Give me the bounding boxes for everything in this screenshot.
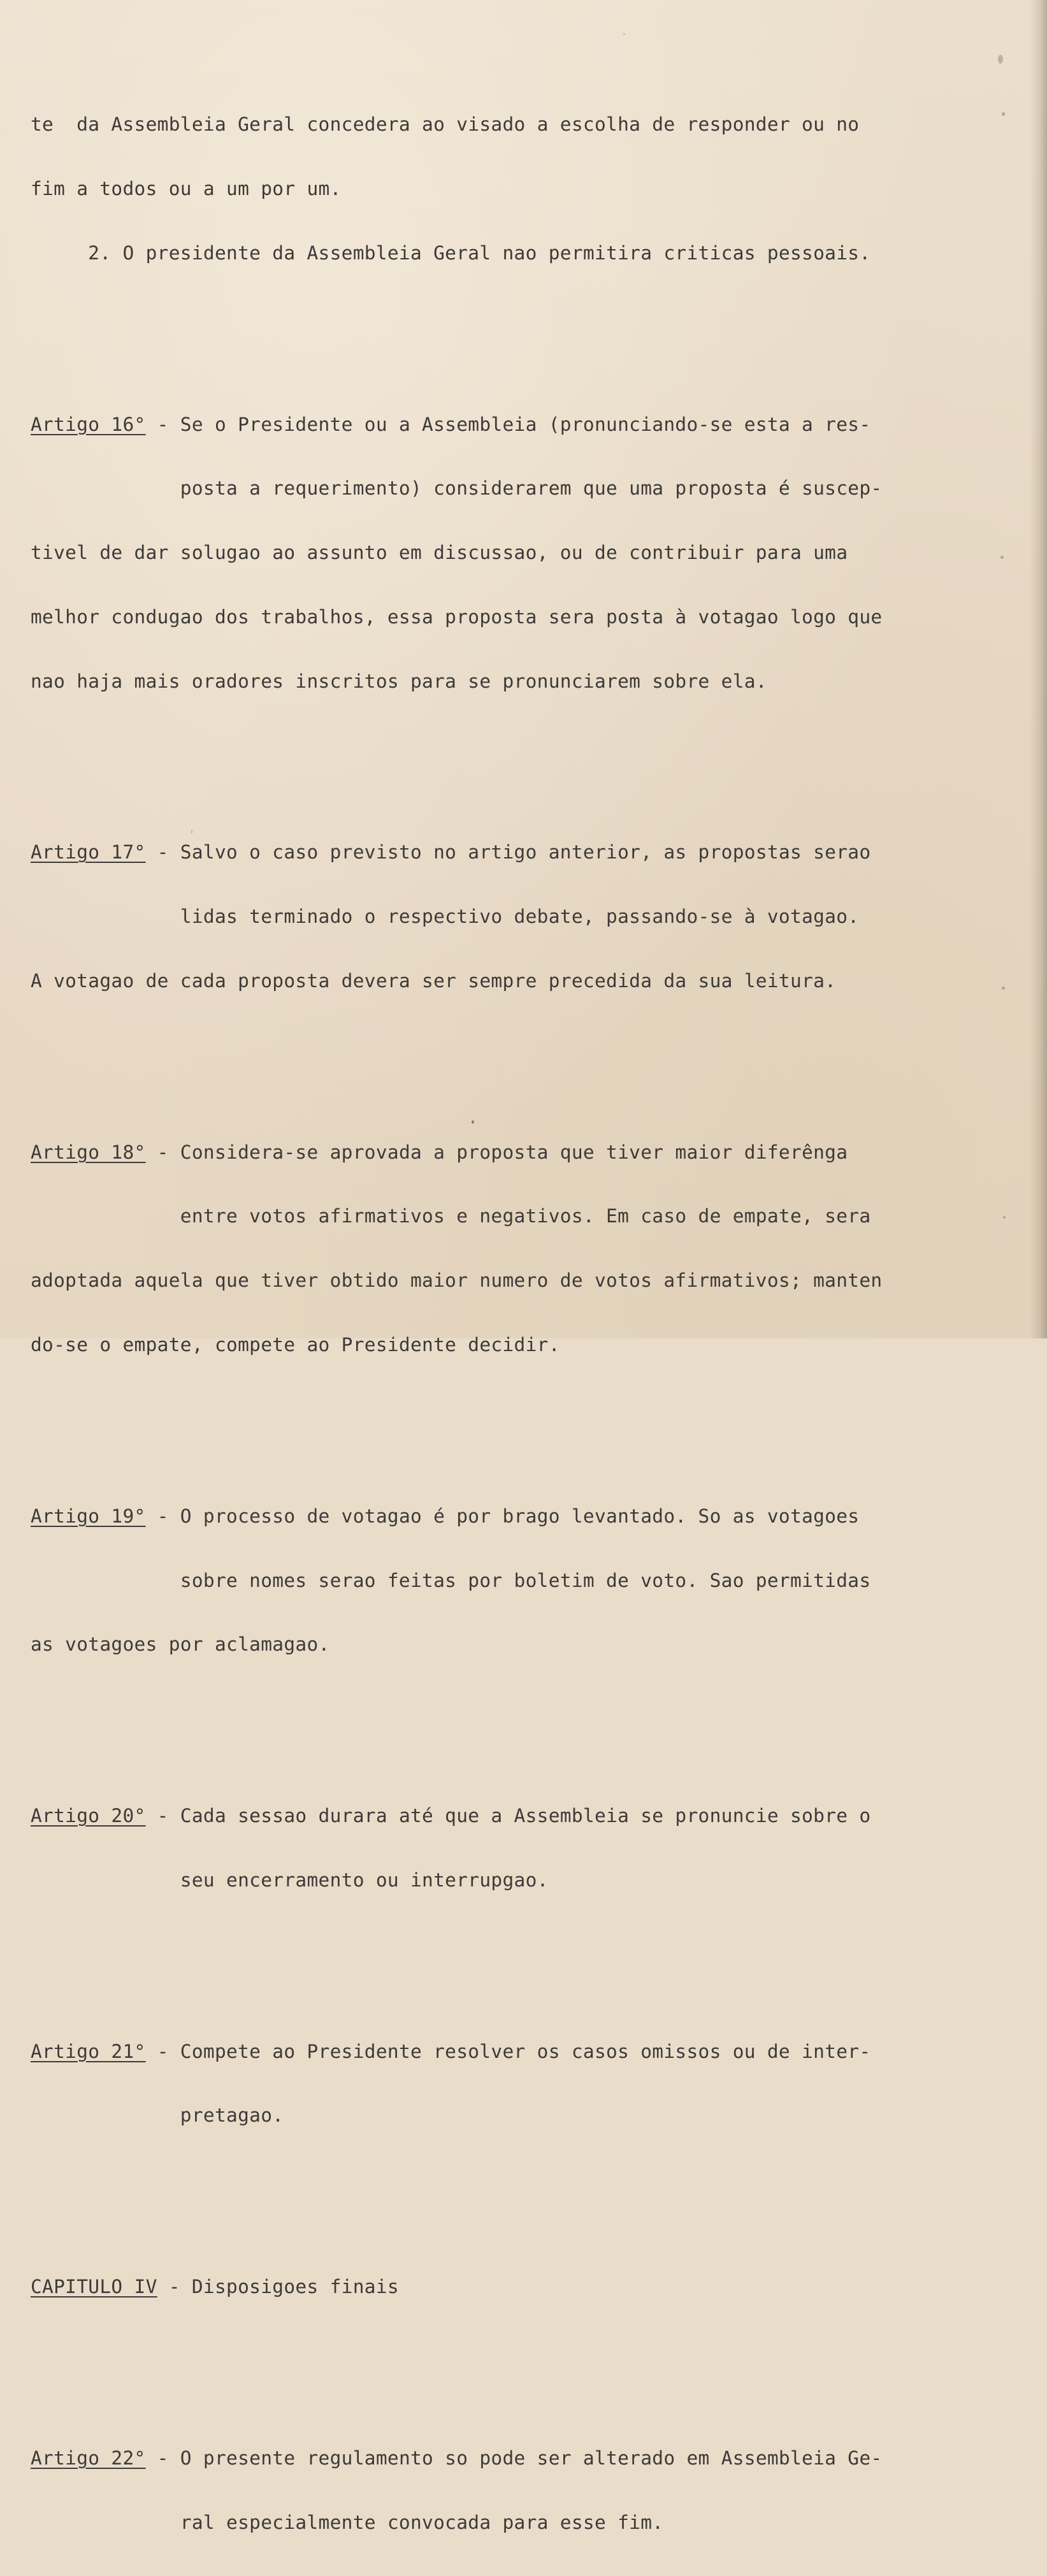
article-22-heading: Artigo 22° bbox=[31, 2447, 146, 2469]
intro-line: fim a todos ou a um por um. bbox=[31, 177, 342, 199]
article-18-first-line: Artigo 18° - Considera-se aprovada a proposta que tiver maior diferênga bbox=[31, 1141, 848, 1163]
article-line: nao haja mais oradores inscritos para se pronunciarem sobre ela. bbox=[31, 670, 767, 692]
article-line: do-se o empate, compete ao Presidente decidir. bbox=[31, 1334, 560, 1356]
article-line: A votagao de cada proposta devera ser sempre precedida da sua leitura. bbox=[31, 969, 837, 992]
article-16-heading: Artigo 16° bbox=[31, 413, 146, 435]
article-line: pretagao. bbox=[31, 2104, 284, 2127]
article-18-heading: Artigo 18° bbox=[31, 1141, 146, 1163]
article-line: as votagoes por aclamagao. bbox=[31, 1633, 330, 1656]
article-line: sobre nomes serao feitas por boletim de voto. Sao permitidas bbox=[31, 1569, 871, 1591]
document-body bbox=[31, 71, 986, 2576]
article-line: seu encerramento ou interrupgao. bbox=[31, 1869, 549, 1891]
chapter-heading-line: CAPITULO IV - Disposigoes finais bbox=[31, 2276, 399, 2298]
article-22-first-line: Artigo 22° - O presente regulamento so pode ser alterado em Assembleia Ge- bbox=[31, 2447, 883, 2469]
chapter-heading: CAPITULO IV bbox=[31, 2276, 157, 2298]
article-16-first-line: Artigo 16° - Se o Presidente ou a Assembleia (pronunciando-se esta a res- bbox=[31, 413, 871, 435]
article-19-heading: Artigo 19° bbox=[31, 1505, 146, 1527]
article-21-first-line: Artigo 21° - Compete ao Presidente resolver os casos omissos ou de inter- bbox=[31, 2040, 871, 2062]
article-17-first-line: Artigo 17° - Salvo o caso previsto no artigo anterior, as propostas serao bbox=[31, 841, 871, 864]
intro-line: te da Assembleia Geral concedera ao visado a escolha de responder ou no bbox=[31, 113, 860, 136]
article-line: entre votos afirmativos e negativos. Em caso de empate, sera bbox=[31, 1205, 871, 1227]
article-20-heading: Artigo 20° bbox=[31, 1805, 146, 1827]
article-21-heading: Artigo 21° bbox=[31, 2040, 146, 2062]
article-line: lidas terminado o respectivo debate, passando-se à votagao. bbox=[31, 906, 860, 928]
article-19-first-line: Artigo 19° - O processo de votagao é por brago levantado. So as votagoes bbox=[31, 1505, 860, 1527]
page-edge-shadow bbox=[1029, 0, 1047, 1338]
article-line: adoptada aquela que tiver obtido maior numero de votos afirmativos; manten bbox=[31, 1270, 883, 1292]
article-20-first-line: Artigo 20° - Cada sessao durara até que a Assembleia se pronuncie sobre o bbox=[31, 1805, 871, 1827]
article-17-heading: Artigo 17° bbox=[31, 841, 146, 864]
article-line: ral especialmente convocada para esse fim. bbox=[31, 2511, 664, 2533]
article-line: tivel de dar solugao ao assunto em discussao, ou de contribuir para uma bbox=[31, 542, 848, 564]
article-line: posta a requerimento) considerarem que uma proposta é suscep- bbox=[31, 477, 883, 500]
article-line: melhor condugao dos trabalhos, essa proposta sera posta à votagao logo que bbox=[31, 605, 883, 628]
intro-line: 2. O presidente da Assembleia Geral nao permitira criticas pessoais. bbox=[31, 242, 871, 264]
